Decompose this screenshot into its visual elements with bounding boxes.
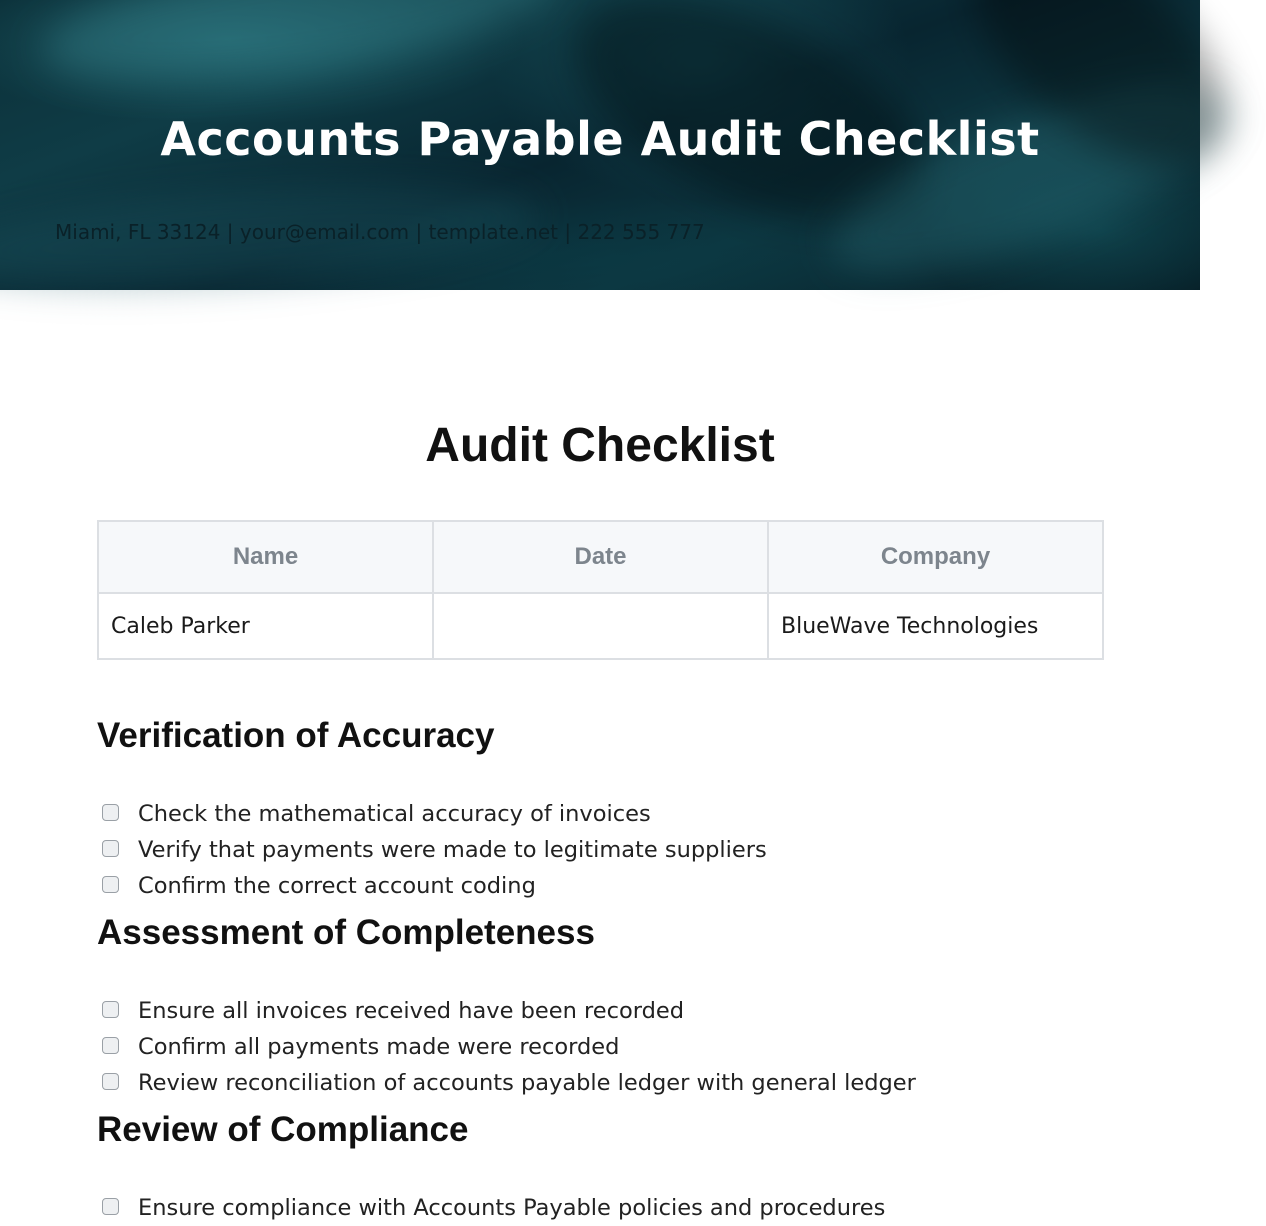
cell-date[interactable] <box>433 593 768 659</box>
column-header-date: Date <box>433 521 768 593</box>
checklist-item-label: Review reconciliation of accounts payable ledger with general ledger <box>138 1070 916 1096</box>
section-title: Assessment of Completeness <box>97 913 595 952</box>
section-review-of-compliance <box>97 1108 1107 1226</box>
cell-company[interactable]: BlueWave Technologies <box>768 593 1103 659</box>
checklist-item <box>97 993 1107 1029</box>
checklist-item-label: Ensure compliance with Accounts Payable policies and procedures <box>138 1195 886 1221</box>
banner-texture <box>35 0 565 106</box>
checklist-item <box>97 832 1107 868</box>
column-header-name: Name <box>98 521 433 593</box>
info-table <box>97 520 1104 660</box>
checklist <box>97 993 1107 1101</box>
table-row <box>98 593 1103 659</box>
checklist-item-label: Check the mathematical accuracy of invoices <box>138 801 651 827</box>
contact-line: Miami, FL 33124 | your@email.com | template.net | 222 555 777 <box>55 220 705 244</box>
section-title: Verification of Accuracy <box>97 716 495 755</box>
column-header-company: Company <box>768 521 1103 593</box>
checkbox[interactable] <box>102 840 119 857</box>
checklist <box>97 796 1107 904</box>
section-verification-of-accuracy <box>97 714 1107 904</box>
checkbox[interactable] <box>102 1198 119 1215</box>
checklist-item <box>97 868 1107 904</box>
checklist <box>97 1190 1107 1226</box>
checklist-item <box>97 1190 1107 1226</box>
checklist-item-label: Confirm all payments made were recorded <box>138 1034 620 1060</box>
checklist-item-label: Verify that payments were made to legitimate suppliers <box>138 837 767 863</box>
checklist-item <box>97 796 1107 832</box>
section-assessment-of-completeness <box>97 911 1107 1101</box>
checkbox[interactable] <box>102 1001 119 1018</box>
checklist-item-label: Ensure all invoices received have been recorded <box>138 998 684 1024</box>
cell-name[interactable]: Caleb Parker <box>98 593 433 659</box>
document-title: Accounts Payable Audit Checklist <box>160 112 1040 166</box>
page-title: Audit Checklist <box>425 419 775 472</box>
checklist-item-label: Confirm the correct account coding <box>138 873 536 899</box>
checkbox[interactable] <box>102 1073 119 1090</box>
checkbox[interactable] <box>102 804 119 821</box>
table-header-row <box>98 521 1103 593</box>
header-banner <box>0 0 1200 290</box>
checkbox[interactable] <box>102 1037 119 1054</box>
checklist-item <box>97 1065 1107 1101</box>
checklist-item <box>97 1029 1107 1065</box>
checkbox[interactable] <box>102 876 119 893</box>
section-title: Review of Compliance <box>97 1110 469 1149</box>
